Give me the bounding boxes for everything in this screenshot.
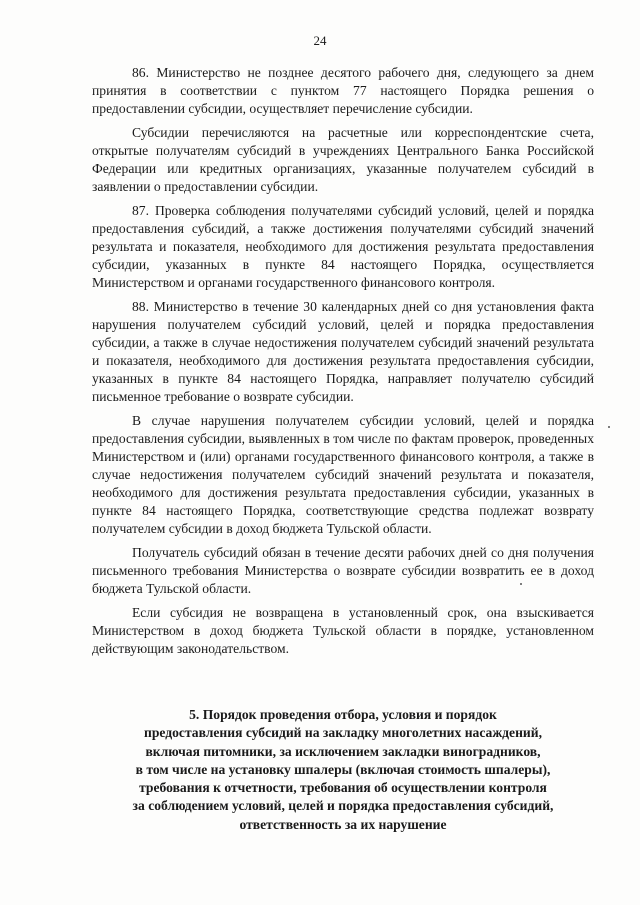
section-5-heading — [92, 706, 594, 834]
scan-speck — [608, 426, 610, 428]
scan-speck — [520, 583, 522, 585]
paragraph-86-accounts: Субсидии перечисляются на расчетные или корреспондентские счета, открытые получателям субсидий в учреждениях Центрального Банка Российской Федерации или кредитных организациях, указанные получателем субсидий в заявлении о предоставлении субсидии. — [92, 125, 594, 194]
heading-line: за соблюдением условий, целей и порядка предоставления субсидий, — [132, 798, 554, 814]
paragraph-88-violation: В случае нарушения получателем субсидии условий, целей и порядка предоставления субсидии, выявленных в том числе по фактам проверок, проведенных Министерством и (или) органами государственного финансового контроля, а также в случае недостижения получателем субсидий значений результата и показателя, необходимого для достижения результата предоставления субсидии, указанных в пункте 84 настоящего Порядка, соответствующие средства подлежат возврату получателем субсидии в доход бюджета Тульской области. — [92, 413, 594, 536]
heading-line: включая питомники, за исключением закладки виноградников, — [145, 743, 541, 759]
heading-line: требования к отчетности, требования об осуществлении контроля — [139, 780, 547, 796]
paragraph-88-collection: Если субсидия не возвращена в установленный срок, она взыскивается Министерством в доход бюджета Тульской области в порядке, установленном действующим законодательством. — [92, 605, 594, 656]
heading-line: ответственность за их нарушение — [239, 816, 447, 832]
paragraph-88-refund-obligation: Получатель субсидий обязан в течение десяти рабочих дней со дня получения письменного требования Министерства о возврате субсидии возвратить ее в доход бюджета Тульской области. — [92, 545, 594, 596]
paragraph-88: 88. Министерство в течение 30 календарных дней со дня установления факта нарушения получателем субсидий условий, целей и порядка предоставления субсидии, а также в случае недостижения получателем субсидий значений результата и показателя, необходимого для достижения результата предоставления субсидии, указанных в пункте 84 настоящего Порядка, направляет получателю субсидий письменное требование о возврате субсидии. — [92, 299, 594, 404]
heading-line: в том числе на установку шпалеры (включая стоимость шпалеры), — [135, 761, 551, 777]
page-number: 24 — [313, 33, 327, 48]
heading-line: предоставления субсидий на закладку многолетних насаждений, — [144, 725, 542, 741]
paragraph-87: 87. Проверка соблюдения получателями субсидий условий, целей и порядка предоставления субсидий, а также достижения получателями субсидий значений результата и показателя, необходимого для достижения результата предоставления субсидии, указанных в пункте 84 настоящего Порядка, осуществляется Министерством и органами государственного финансового контроля. — [92, 203, 594, 290]
heading-line: 5. Порядок проведения отбора, условия и порядок — [189, 707, 497, 722]
paragraph-86: 86. Министерство не позднее десятого рабочего дня, следующего за днем принятия в соответствии с пунктом 77 настоящего Порядка решения о предоставлении субсидии, осуществляет перечисление субсидии. — [92, 65, 594, 116]
document-body — [92, 64, 594, 664]
